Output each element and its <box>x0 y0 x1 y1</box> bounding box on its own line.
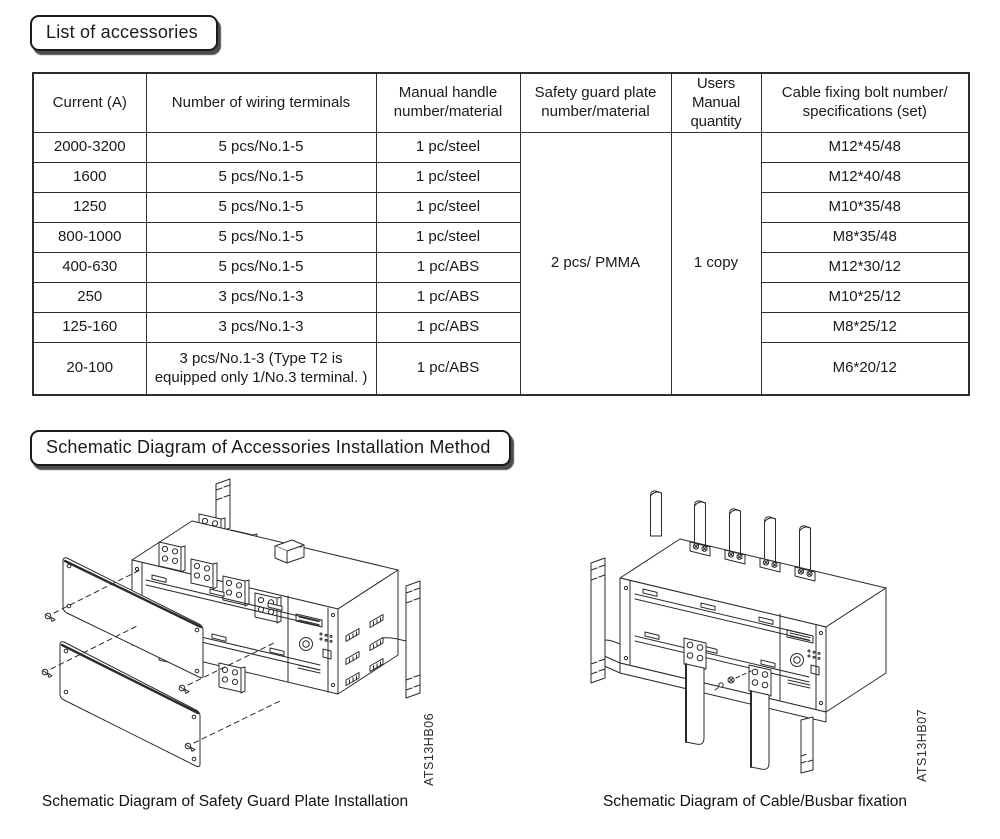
cell-bolt: M10*25/12 <box>761 283 969 313</box>
cell-terminals: 5 pcs/No.1-5 <box>146 133 376 163</box>
cell-current: 800-1000 <box>33 223 146 253</box>
cell-bolt: M8*25/12 <box>761 313 969 343</box>
cell-bolt: M6*20/12 <box>761 343 969 395</box>
figure-code-left: ATS13HB06 <box>422 712 436 786</box>
cable-busbar-fixation-figure <box>555 468 980 786</box>
safety-guard-installation-figure <box>20 468 465 786</box>
cell-terminals: 3 pcs/No.1-3 (Type T2 is equipped only 1/No.3 terminal. ) <box>146 343 376 395</box>
table-row <box>33 163 969 193</box>
col-header-safety-guard: Safety guard plate number/material <box>520 73 671 133</box>
col-header-terminals: Number of wiring terminals <box>146 73 376 133</box>
cell-handle: 1 pc/steel <box>376 193 520 223</box>
col-header-users-manual: Users Manual quantity <box>671 73 761 133</box>
safety-guard-installation-drawing <box>20 468 465 786</box>
cell-bolt: M12*45/48 <box>761 133 969 163</box>
table-row <box>33 193 969 223</box>
table-row <box>33 343 969 395</box>
table-row <box>33 223 969 253</box>
cell-bolt: M12*40/48 <box>761 163 969 193</box>
table-row <box>33 283 969 313</box>
cell-current: 2000-3200 <box>33 133 146 163</box>
cell-bolt: M8*35/48 <box>761 223 969 253</box>
cell-handle: 1 pc/steel <box>376 223 520 253</box>
table-row <box>33 133 969 163</box>
caption-cable-busbar: Schematic Diagram of Cable/Busbar fixation <box>602 793 908 810</box>
cell-terminals: 3 pcs/No.1-3 <box>146 283 376 313</box>
section-title-accessories: List of accessories <box>30 15 218 51</box>
table-row <box>33 253 969 283</box>
cell-current: 250 <box>33 283 146 313</box>
cell-current: 1250 <box>33 193 146 223</box>
cell-current: 400-630 <box>33 253 146 283</box>
table-header-row <box>33 73 969 133</box>
col-header-bolt: Cable fixing bolt number/ specifications (set) <box>761 73 969 133</box>
cell-terminals: 5 pcs/No.1-5 <box>146 193 376 223</box>
cell-users-manual-merged: 1 copy <box>671 133 761 395</box>
caption-safety-guard: Schematic Diagram of Safety Guard Plate Installation <box>41 793 409 810</box>
accessories-table <box>32 72 970 396</box>
cell-current: 125-160 <box>33 313 146 343</box>
col-header-current: Current (A) <box>33 73 146 133</box>
section-title-installation: Schematic Diagram of Accessories Installation Method <box>30 430 511 466</box>
cell-bolt: M10*35/48 <box>761 193 969 223</box>
table-row <box>33 313 969 343</box>
cell-bolt: M12*30/12 <box>761 253 969 283</box>
cell-terminals: 3 pcs/No.1-3 <box>146 313 376 343</box>
cell-terminals: 5 pcs/No.1-5 <box>146 223 376 253</box>
col-header-handle: Manual handle number/material <box>376 73 520 133</box>
figure-code-right: ATS13HB07 <box>915 708 929 782</box>
cell-handle: 1 pc/ABS <box>376 283 520 313</box>
cell-handle: 1 pc/ABS <box>376 343 520 395</box>
cell-current: 20-100 <box>33 343 146 395</box>
cell-handle: 1 pc/ABS <box>376 313 520 343</box>
cell-terminals: 5 pcs/No.1-5 <box>146 253 376 283</box>
cell-handle: 1 pc/ABS <box>376 253 520 283</box>
cell-safety-guard-merged: 2 pcs/ PMMA <box>520 133 671 395</box>
cell-terminals: 5 pcs/No.1-5 <box>146 163 376 193</box>
cell-handle: 1 pc/steel <box>376 133 520 163</box>
cell-current: 1600 <box>33 163 146 193</box>
cell-handle: 1 pc/steel <box>376 163 520 193</box>
